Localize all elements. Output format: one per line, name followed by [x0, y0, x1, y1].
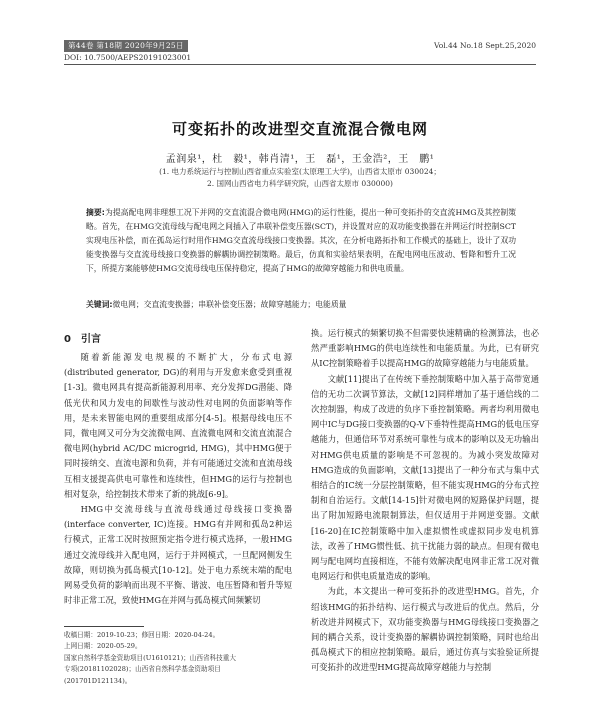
- footnote-online: 上网日期：2020-05-29。: [64, 642, 142, 651]
- journal-header-tag: [64, 40, 188, 52]
- paragraph: 文献[11]提出了在传统下垂控制策略中加入基于高带宽通信的无功二次调节算法，文献[12]同样增加了基于通信线的二次控制器，构成了改进的负序下垂控制策略。两者均利用微电网中IC与DG接口变换器的Q-V下垂特性提高HMG的低电压穿越能力，但通信环节对系统可靠性与成本的影响以及无功输出对HMG供电质量的影响是不可忽视的。为减小突发故障对HMG造成的负面影响，文献[13]提出了一种分布式与集中式相结合的IC统一分层控制策略，但不能实现HMG的分布式控制和自治运行。文献[14-15]针对微电网的短路保护问题，提出了附加短路电流限制算法，但仅适用于并网逆变器。文献[16-20]在IC控制策略中加入虚拟惯性或虚拟同步发电机算法，改善了HMG惯性低、抗干扰能力弱的缺点。但现有微电网与配电网均直接相连，不能有效解决配电网非正常工况对微电网运行和供电质量造成的影响。: [311, 373, 539, 582]
- footnote-fund: (201701D121134)。: [64, 676, 132, 685]
- affiliation-2: 2. 国网山西省电力科学研究院，山西省太原市 030000): [207, 179, 393, 188]
- abstract-text: 为提高配电网非理想工况下并网的交直流混合微电网(HMG)的运行性能，提出一种可变拓扑的交直流HMG及其控制策略。首先，在HMG交流母线与配电网之间插入了串联补偿变压器(SCT)，并设置对应的双功能变换器在并网运行时控制SCT实现电压补偿，而在孤岛运行时用作HMG交直流母线接口变换器。其次，在分析电路拓扑和工作模式的基础上，设计了双功能变换器与交直流母线接口变换器的解耦协调控制策略。最后，仿真和实验结果表明，在配电网电压波动、暂降和暂升工况下，所提方案能够使HMG交流母线电压保持稳定，提高了HMG的故障穿越能力和供电质量。: [86, 208, 516, 273]
- paragraph: 换。运行模式的频繁切换不但需要快速精确的检测算法，也必然严重影响HMG的供电连续性和电能质量。为此，已有研究从IC控制策略着手以提高HMG的故障穿越能力与电能质量。: [311, 328, 539, 369]
- paragraph: HMG中交流母线与直流母线通过母线接口变换器(interface converter, IC)连接。HMG有并网和孤岛2种运行模式，正常工况时按照预定指令进行模式选择，一般HMG通过交流母线并入配电网，运行于并网模式，一旦配网侧发生故障，则切换为孤岛模式[10-12]。处于电力系统末端的配电网易受负荷的影响而出现不平衡、谐波、电压暂降和暂升等短时非正常工况，致使HMG在并网与孤岛模式间频繁切: [64, 504, 292, 606]
- affiliation-1: (1. 电力系统运行与控制山西省重点实验室(太原理工大学)，山西省太原市 030024；: [159, 167, 441, 176]
- footnote-divider: [64, 626, 144, 627]
- footnote-fund: 专项(20181102028)；山西省自然科学基金资助项目: [64, 665, 221, 674]
- paragraph: 随着新能源发电规模的不断扩大，分布式电源(distributed generator, DG)的利用与开发愈来愈受到重视[1-3]。微电网具有提高新能源利用率、充分发挥DG潜能、降低光伏和风力发电的间歇性与波动性对电网的负面影响等作用，是未来智能电网的重要组成部分[4-5]。根据母线电压不同，微电网又可分为交流微电网、直流微电网和交流直流混合微电网(hybrid AC/DC microgrid, HMG)，其中HMG便于同时接纳交、直流电源和负荷，并有可能通过交流和直流母线互相支援提高供电可靠性和连续性，但HMG的运行与控制也相对复杂，给控制技术带来了新的挑战[6-9]。: [64, 352, 292, 499]
- journal-issue-tag: 第44卷 第18期 2020年9月25日: [64, 40, 188, 52]
- footnote-received: 收稿日期：2019-10-23；修回日期：2020-04-24。: [64, 631, 220, 639]
- author-list: 孟润泉¹，杜 毅¹，韩肖清¹，王 磊¹，王金浩²，王 鹏¹: [165, 154, 435, 165]
- abstract-label: 摘要:: [86, 208, 105, 217]
- body-column-left: [64, 350, 292, 608]
- footnotes: [64, 630, 292, 687]
- keywords: [86, 298, 516, 312]
- footnote-fund: 国家自然科学基金资助项目(U1610121)；山西省科技重大: [64, 653, 236, 662]
- doi-line[interactable]: DOI: 10.7500/AEPS20191023001: [64, 53, 192, 62]
- keywords-text: 微电网；交直流变换器；串联补偿变压器；故障穿越能力；电能质量: [112, 300, 347, 309]
- affiliations: [0, 166, 600, 190]
- section-heading-introduction: 0 引言: [64, 334, 101, 345]
- body-column-right: [311, 326, 539, 676]
- paragraph: 为此，本文提出一种可变拓扑的改进型HMG。首先，介绍该HMG的拓扑结构、运行模式与改进后的优点。然后，分析改进并网模式下，双功能变换器与HMG母线接口变换器之间的耦合关系，设计变换器的解耦协调控制策略，同时也给出孤岛模式下的相应控制策略。最后，通过仿真与实验验证所提可变拓扑的改进型HMG提高故障穿越能力与控制: [311, 586, 539, 673]
- paper-title: 可变拓扑的改进型交直流混合微电网: [171, 120, 428, 138]
- header-divider: [64, 64, 536, 65]
- journal-volume-en: Vol.44 No.18 Sept.25,2020: [433, 41, 536, 50]
- abstract: [86, 206, 516, 276]
- keywords-label: 关键词:: [86, 300, 113, 309]
